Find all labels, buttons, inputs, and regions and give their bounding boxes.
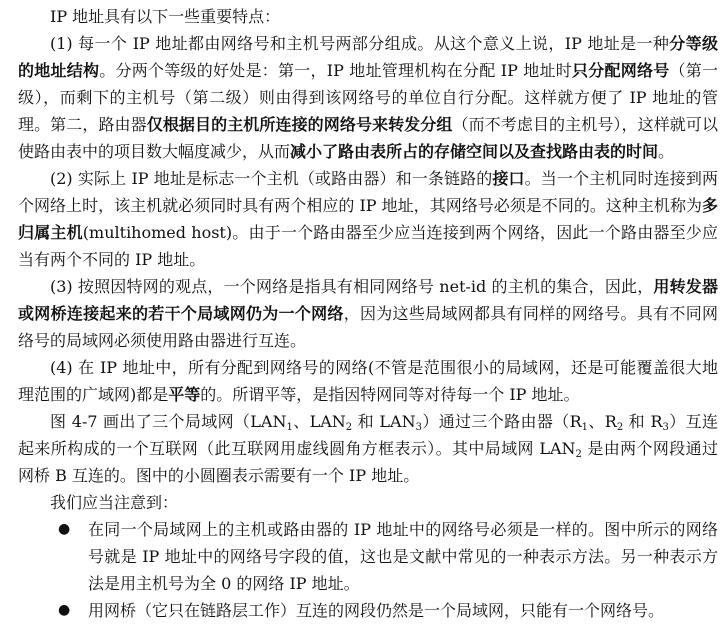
- subscript: 3: [662, 422, 669, 433]
- figure-text: 、R: [588, 412, 617, 431]
- point-1-text: （第一级），而剩下的主机号（第二级）则由得到该网络号的单位自行分配。这样就方便了 IP 地址的管理。第二，路由器: [18, 61, 718, 134]
- point-2-paragraph: [18, 165, 718, 273]
- point-4-paragraph: [18, 354, 718, 408]
- point-3-paragraph: [18, 273, 718, 354]
- note-lead-paragraph: 我们应当注意到：: [50, 493, 179, 512]
- point-2-text: 。当一个主机同时连接到两个网络上时，该主机就必须同时具有两个相应的 IP 地址，其网络号必须是不同的。这种主机称为: [18, 169, 718, 215]
- point-4-text: 的。所谓平等，是指因特网同等对待每一个 IP 地址。: [200, 385, 580, 404]
- figure-text: ）通过三个路由器（R: [421, 412, 582, 431]
- subscript: 2: [345, 422, 353, 433]
- subscript: 2: [616, 422, 624, 433]
- figure-description-paragraph: [18, 408, 718, 489]
- point-2-text: (2) 实际上 IP 地址是标志一个主机（或路由器）和一条链路的: [50, 169, 493, 188]
- figure-text: 和 LAN: [352, 412, 416, 431]
- subscript: 1: [286, 422, 293, 433]
- figure-text: 、LAN: [292, 412, 346, 431]
- point-1-emphasis: 只分配网络号: [571, 61, 670, 80]
- point-1-emphasis: 减小了路由表所占的存储空间以及查找路由表的时间: [290, 142, 659, 161]
- point-3-text: (3) 按照因特网的观点，一个网络是指具有相同网络号 net-id 的主机的集合，因此，: [50, 277, 654, 296]
- point-1-emphasis: 分等级的地址结构: [18, 34, 718, 80]
- list-item-text: 在同一个局域网上的主机或路由器的 IP 地址中的网络号必须是一样的。图中所示的网络号就是 IP 地址中的网络号字段的值，这也是文献中常见的一种表示方法。另一种表示方法是用主机号为全 0 的网络 IP 地址。: [88, 520, 718, 593]
- bullet-dot-icon: ●: [58, 521, 71, 537]
- point-1-text: （而不考虑目的主机号），这样就可以使路由表中的项目数大幅度减少，从而: [18, 115, 718, 161]
- point-1-text: 。分两个等级的好处是：第一，IP 地址管理机构在分配 IP 地址时: [99, 61, 572, 80]
- note-bullet-list: [18, 516, 718, 624]
- point-4-emphasis: 平等: [168, 385, 201, 404]
- figure-text: 是由两个网段通过网桥 B 互连的。图中的小圆圈表示需要有一个 IP 地址。: [18, 439, 718, 485]
- point-2-emphasis: 接口: [492, 169, 525, 188]
- figure-text: 和 R: [623, 412, 663, 431]
- subscript: 1: [581, 422, 589, 433]
- point-2-emphasis: 多归属主机: [18, 196, 718, 242]
- bullet-dot-icon: ●: [58, 602, 71, 618]
- subscript: 3: [415, 422, 422, 433]
- intro-paragraph: IP 地址具有以下一些重要特点：: [50, 7, 281, 26]
- figure-text: ）互连起来所构成的一个互联网（此互联网用虚线圆角方框表示）。其中局域网 LAN: [18, 412, 718, 458]
- point-1-text: 。: [658, 142, 675, 161]
- point-1-emphasis: 仅根据目的主机所连接的网络号来转发分组: [146, 115, 453, 134]
- point-2-text: (multihomed host)。由于一个路由器至少应当连接到两个网络，因此一个路由器至少应当有两个不同的 IP 地址。: [18, 223, 718, 269]
- point-3-emphasis: 用转发器或网桥连接起来的若干个局域网仍为一个网络: [18, 277, 718, 323]
- point-3-text: ，因为这些局域网都具有同样的网络号。具有不同网络号的局域网必须使用路由器进行互连。: [18, 304, 718, 350]
- list-item-text: 用网桥（它只在链路层工作）互连的网段仍然是一个局域网，只能有一个网络号。: [88, 601, 665, 620]
- point-1-text: (1) 每一个 IP 地址都由网络号和主机号两部分组成。从这个意义上说，IP 地址是一种: [50, 34, 670, 53]
- point-1-paragraph: [18, 30, 718, 165]
- point-4-text: (4) 在 IP 地址中，所有分配到网络号的网络(不管是范围很小的局域网，还是可能覆盖很大地理范围的广域网)都是: [18, 358, 718, 404]
- figure-text: 图 4-7 画出了三个局域网（LAN: [50, 412, 287, 431]
- subscript: 2: [575, 449, 582, 460]
- list-item: [18, 516, 718, 597]
- list-item: [18, 597, 718, 624]
